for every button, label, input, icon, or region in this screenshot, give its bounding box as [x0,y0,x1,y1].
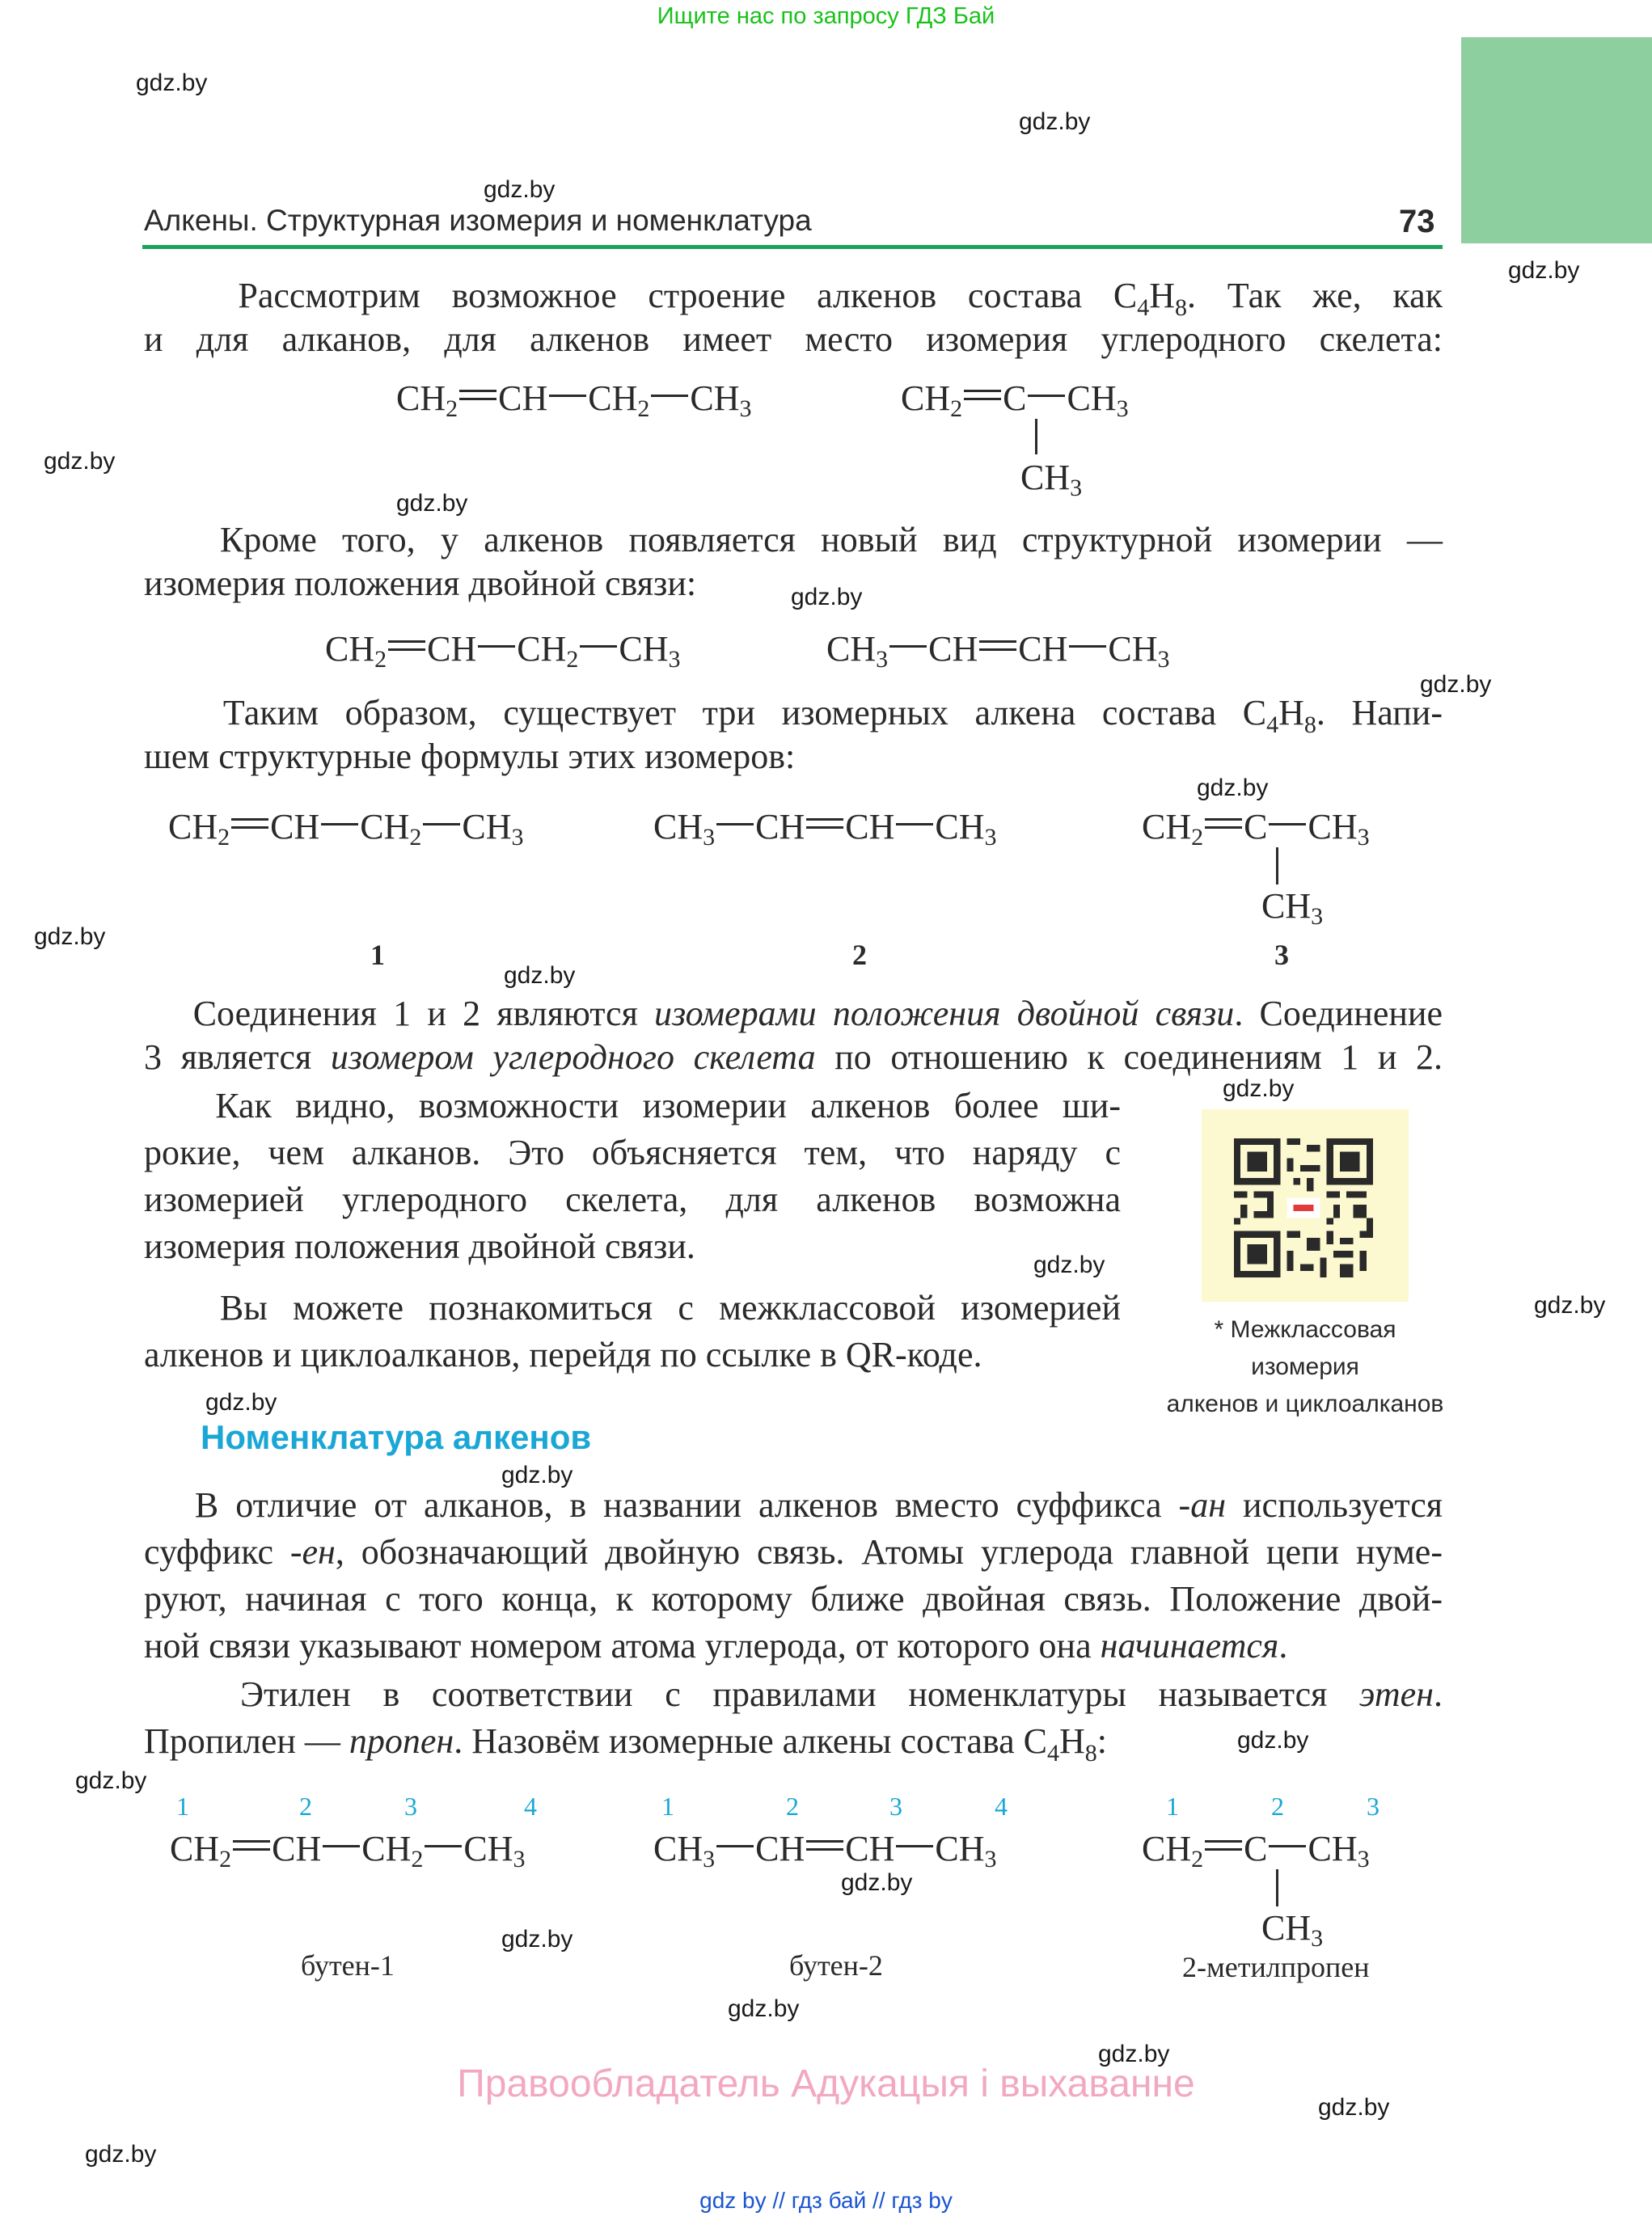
running-head: Алкены. Структурная изомерия и номенклатура [144,204,812,237]
formula-isomer-3: $CH_2$ C $CH_3$ [1142,807,1370,851]
watermark: gdz.by [34,923,106,950]
carbon-number: 1 [1166,1792,1179,1821]
text-line: 3 является изомером углеродного скелета по отношению к соединениям 1 и 2. [144,1037,1443,1077]
formula-2-methylpropene: $CH_2$ C $CH_3$ [1142,1829,1370,1872]
section-heading: Номенклатура алкенов [201,1418,592,1456]
watermark: gdz.by [85,2141,157,2168]
carbon-number: 4 [995,1792,1008,1821]
text-line: Вы можете познакомиться с межклассовой изомерией [219,1288,1122,1328]
formula-isomer-2: $CH_3$ CH CH $CH_3$ [653,807,997,851]
watermark: gdz.by [1508,257,1580,284]
carbon-number: 3 [404,1792,417,1821]
qr-code-icon[interactable] [1234,1138,1373,1277]
watermark: gdz.by [1033,1252,1105,1278]
vertical-bond [1276,1869,1278,1906]
watermark: gdz.by [501,1462,573,1488]
formula-butene-2: $CH_3$ CH CH $CH_3$ [826,629,1170,673]
watermark: gdz.by [841,1869,913,1896]
carbon-number: 1 [176,1792,189,1821]
formula-isomer-1: $CH_2$ CH $CH_2$ $CH_3$ [168,807,524,851]
text-line: суффикс -ен, обозначающий двойную связь. Атомы углерода главной цепи нуме- [144,1532,1443,1572]
watermark: gdz.by [1420,671,1492,698]
vertical-bond [1276,847,1278,885]
qr-code-panel[interactable] [1202,1109,1409,1302]
formula-butene-1: $CH_2$ CH $CH_2$ $CH_3$ [325,629,681,673]
text-line: руют, начиная с того конца, к которому ближе двойная связь. Положение двой- [144,1579,1443,1619]
text-line: В отличие от алканов, в названии алкенов вместо суффикса -ан используется [194,1485,1443,1525]
carbon-number: 1 [661,1792,674,1821]
compound-name: 2-метилпропен [1182,1951,1370,1983]
watermark: gdz.by [1223,1075,1295,1102]
text-line: изомерия положения двойной связи: [144,564,697,603]
text-line: Кроме того, у алкенов появляется новый вид структурной изомерии — [219,520,1443,559]
vertical-bond [1035,419,1037,454]
compound-name: бутен-1 [301,1949,395,1982]
watermark: gdz.by [504,962,576,989]
watermark: gdz.by [136,70,208,96]
carbon-number: 2 [299,1792,312,1821]
formula-butene-1: $CH_2$ CH $CH_2$ $CH_3$ [396,378,752,422]
watermark: gdz.by [1237,1727,1309,1754]
watermark: gdz.by [1019,108,1091,135]
text-line: алкенов и циклоалканов, перейдя по ссылке в QR-коде. [144,1335,982,1374]
watermark: gdz.by [44,448,116,475]
text-line: Этилен в соответствии с правилами номенклатуры называется этен. [239,1674,1443,1714]
watermark: gdz.by [1318,2094,1390,2121]
text-line: ной связи указывают номером атома углерода, от которого она начинается. [144,1626,1288,1666]
watermark: gdz.by [75,1767,147,1794]
text-line: Таким образом, существует три изомерных алкена состава $C_4H_8$. Напи- [222,693,1443,738]
isomer-number: 2 [852,939,867,971]
text-line: изомерией углеродного скелета, для алкенов возможна [144,1180,1121,1219]
watermark: gdz.by [791,584,863,610]
watermark: gdz.by [1197,775,1269,801]
qr-caption: * Межклассовая изомерия алкенов и циклоалканов [1166,1316,1444,1417]
top-banner[interactable]: Ищите нас по запросу ГДЗ Бай [657,3,995,29]
text-line: Рассмотрим возможное строение алкенов состава $C_4H_8$. Так же, как [238,276,1443,321]
isomer-number: 3 [1274,939,1289,971]
formula-butene-2: $CH_3$ CH CH $CH_3$ [653,1829,997,1872]
header-rule [142,245,1443,249]
watermark: gdz.by [205,1389,277,1416]
text-line: шем структурные формулы этих изомеров: [144,737,796,776]
text-line: изомерия положения двойной связи. [144,1226,695,1266]
carbon-number: 4 [524,1792,537,1821]
watermark: gdz.by [1098,2041,1170,2067]
page-number: 73 [1399,204,1435,239]
watermark: gdz.by [396,490,468,517]
chapter-color-tab [1461,37,1652,243]
carbon-number: 2 [786,1792,799,1821]
text-line: Пропилен — пропен. Назовём изомерные алкены состава $C_4H_8$: [144,1721,1108,1767]
text-line: и для алканов, для алкенов имеет место изомерия углеродного скелета: [144,319,1443,359]
text-line: рокие, чем алканов. Это объясняется тем, что наряду с [144,1133,1121,1172]
watermark: gdz.by [484,176,556,203]
formula-methylpropene: $CH_2$ C $CH_3$ [901,378,1129,422]
compound-name: бутен-2 [789,1949,883,1982]
carbon-number: 3 [889,1792,902,1821]
watermark: gdz.by [1534,1292,1606,1319]
rights-notice: Правообладатель Адукацыя і выхаванне [457,2062,1195,2105]
carbon-number: 2 [1271,1792,1284,1821]
formula-methyl-branch: $CH_3$ [1261,1908,1324,1952]
carbon-number: 3 [1367,1792,1379,1821]
isomer-number: 1 [370,939,385,971]
text-line: Соединения 1 и 2 являются изомерами положения двойной связи. Соединение [192,994,1443,1033]
watermark: gdz.by [728,1995,800,2022]
text-line: Как видно, возможности изомерии алкенов более ши- [215,1086,1122,1125]
formula-methyl-branch: $CH_3$ [1020,458,1083,501]
formula-butene-1: $CH_2$ CH $CH_2$ $CH_3$ [170,1829,526,1872]
formula-methyl-branch: $CH_3$ [1261,886,1324,930]
watermark: gdz.by [501,1926,573,1953]
footer-links[interactable]: gdz by // гдз бай // гдз by [699,2188,953,2213]
